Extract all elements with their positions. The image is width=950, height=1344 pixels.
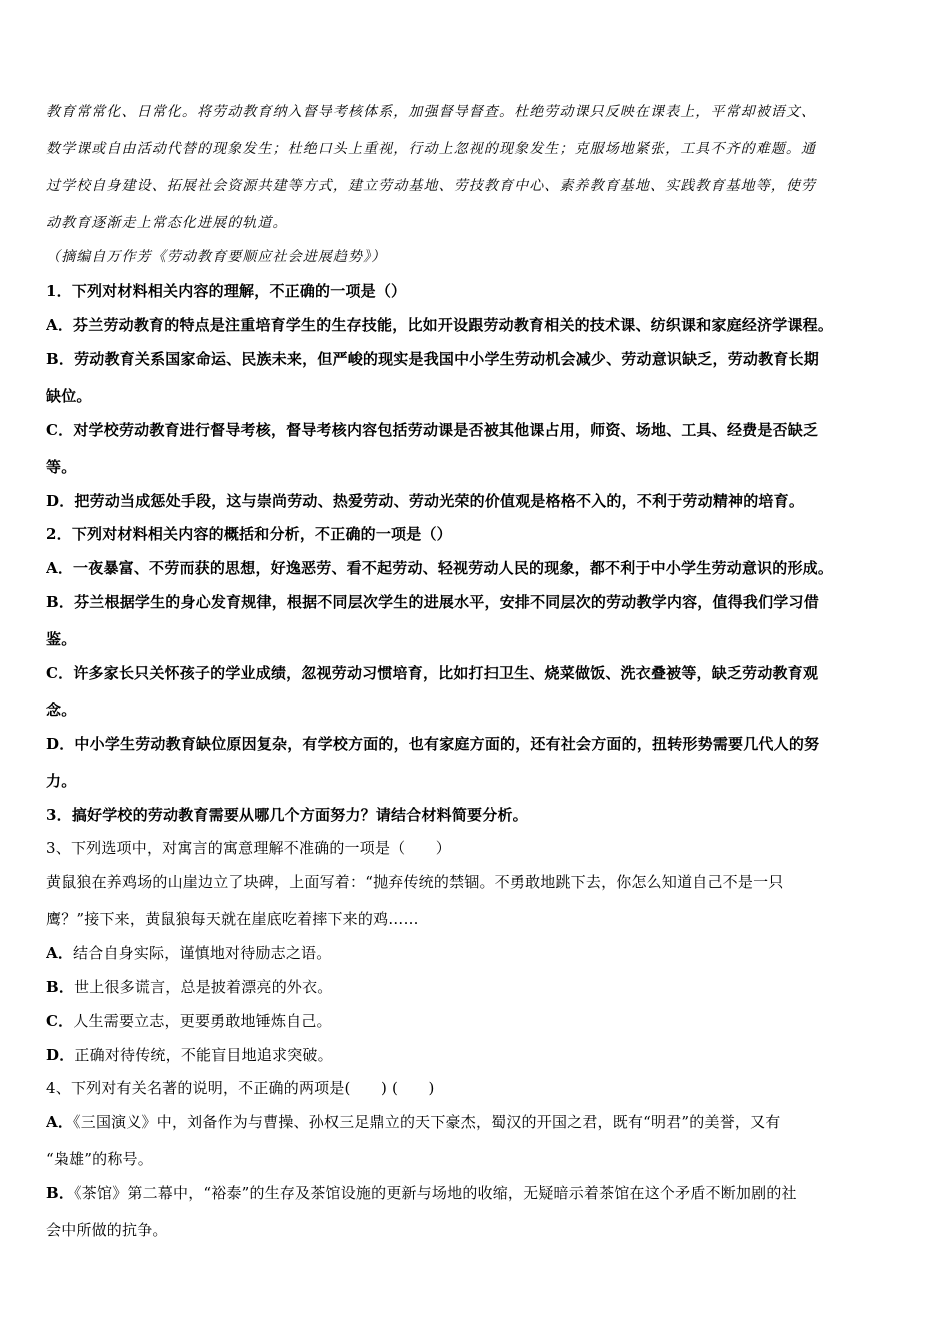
option-text: 中小学生劳动教育缺位原因复杂，有学校方面的，也有家庭方面的，还有社会方面的，扭转形势需要几代人的努 [74, 735, 820, 753]
option-letter: C． [46, 421, 74, 439]
option-text: 《茶馆》第二幕中，“裕泰”的生存及茶馆设施的更新与场地的收缩，无疑暗示着茶馆在这个矛盾不断加剧的社 [74, 1184, 797, 1202]
option-letter: D． [46, 1046, 75, 1064]
question-1-option-c [46, 420, 916, 440]
option-letter: B． [46, 350, 75, 368]
question-2-option-c [46, 663, 916, 683]
question-2-option-b [46, 592, 916, 612]
question-3-option-b [46, 977, 916, 997]
question-1-option-b-cont: 缺位。 [46, 387, 92, 405]
passage-line: 过学校自身建设、拓展社会资源共建等方式，建立劳动基地、劳技教育中心、素养教育基地、实践教育基地等，使劳 [46, 178, 817, 194]
question-4-option-a-cont: “枭雄”的称号。 [46, 1150, 153, 1168]
question-3-option-a [46, 943, 916, 963]
option-text: 劳动教育关系国家命运、民族未来，但严峻的现实是我国中小学生劳动机会减少、劳动意识缺乏，劳动教育长期 [74, 350, 819, 368]
question-4-option-b [46, 1183, 916, 1203]
passage-line: 动教育逐渐走上常态化进展的轨道。 [46, 215, 288, 231]
option-letter: A． [46, 316, 74, 334]
option-text: 结合自身实际，谨慎地对待励志之语。 [73, 944, 332, 962]
option-letter: D． [46, 492, 75, 510]
option-letter: C． [46, 664, 74, 682]
question-3-short-answer-stem: 3．搞好学校的劳动教育需要从哪几个方面努力？请结合材料简要分析。 [46, 806, 528, 824]
question-2-option-d-cont: 力。 [46, 772, 77, 790]
question-2-option-a [46, 558, 916, 578]
question-4-option-a [46, 1112, 916, 1132]
option-letter: D． [46, 735, 75, 753]
option-text: 正确对待传统，不能盲目地追求突破。 [74, 1046, 333, 1064]
option-text: 许多家长只关怀孩子的学业成绩，忽视劳动习惯培育，比如打扫卫生、烧菜做饭、洗衣叠被等，缺乏劳动教育观 [73, 664, 819, 682]
question-1-option-c-cont: 等。 [46, 458, 77, 476]
option-text: 对学校劳动教育进行督导考核，督导考核内容包括劳动课是否被其他课占用，师资、场地、工具、经费是否缺乏 [73, 421, 819, 439]
option-text: 《三国演义》中，刘备作为与曹操、孙权三足鼎立的天下豪杰，蜀汉的开国之君，既有“明君”的美誉，又有 [73, 1113, 781, 1131]
option-letter: C． [46, 1012, 74, 1030]
option-letter: A． [46, 944, 74, 962]
option-text: 芬兰根据学生的身心发育规律，根据不同层次学生的进展水平，安排不同层次的劳动教学内容，值得我们学习借 [74, 593, 819, 611]
question-3-option-d [46, 1045, 916, 1065]
passage-line: 数学课或自由活动代替的现象发生；杜绝口头上重视，行动上忽视的现象发生；克服场地紧张，工具不齐的难题。通 [46, 141, 817, 157]
option-letter: A． [46, 1113, 74, 1131]
question-2-option-d [46, 734, 916, 754]
question-1-stem: 1．下列对材料相关内容的理解，不正确的一项是（） [46, 282, 407, 300]
option-text: 芬兰劳动教育的特点是注重培育学生的生存技能，比如开设跟劳动教育相关的技术课、纺织课和家庭经济学课程。 [73, 316, 834, 334]
fable-line: 黄鼠狼在养鸡场的山崖边立了块碑，上面写着：“抛弃传统的禁锢。不勇敢地跳下去，你怎么知道自己不是一只 [46, 873, 784, 891]
option-letter: A． [46, 559, 74, 577]
option-text: 一夜暴富、不劳而获的思想，好逸恶劳、看不起劳动、轻视劳动人民的现象，都不利于中小学生劳动意识的形成。 [73, 559, 834, 577]
question-2-option-c-cont: 念。 [46, 701, 77, 719]
option-letter: B． [46, 1184, 75, 1202]
passage-source: （摘编自万作芳《劳动教育要顺应社会进展趋势》） [46, 249, 387, 265]
question-3-stem: 3、下列选项中，对寓言的寓意理解不准确的一项是（ ） [46, 839, 451, 857]
question-1-option-d [46, 491, 916, 511]
option-text: 人生需要立志，更要勇敢地锤炼自己。 [73, 1012, 332, 1030]
option-letter: B． [46, 593, 75, 611]
option-text: 把劳动当成惩处手段，这与崇尚劳动、热爱劳动、劳动光荣的价值观是格格不入的，不利于劳动精神的培育。 [74, 492, 805, 510]
passage-line: 教育常常化、日常化。将劳动教育纳入督导考核体系，加强督导督查。杜绝劳动课只反映在课表上，平常却被语文、 [46, 104, 817, 120]
question-3-option-c [46, 1011, 916, 1031]
question-2-stem: 2．下列对材料相关内容的概括和分析，不正确的一项是（） [46, 525, 452, 543]
question-4-option-b-cont: 会中所做的抗争。 [46, 1221, 168, 1239]
question-1-option-b [46, 349, 916, 369]
question-2-option-b-cont: 鉴。 [46, 630, 77, 648]
option-letter: B． [46, 978, 75, 996]
option-text: 世上很多谎言，总是披着漂亮的外衣。 [74, 978, 333, 996]
question-4-stem: 4、下列对有关名著的说明，不正确的两项是( ) ( ) [46, 1079, 435, 1097]
fable-line: 鹰？”接下来，黄鼠狼每天就在崖底吃着摔下来的鸡…… [46, 910, 419, 928]
question-1-option-a [46, 315, 916, 335]
